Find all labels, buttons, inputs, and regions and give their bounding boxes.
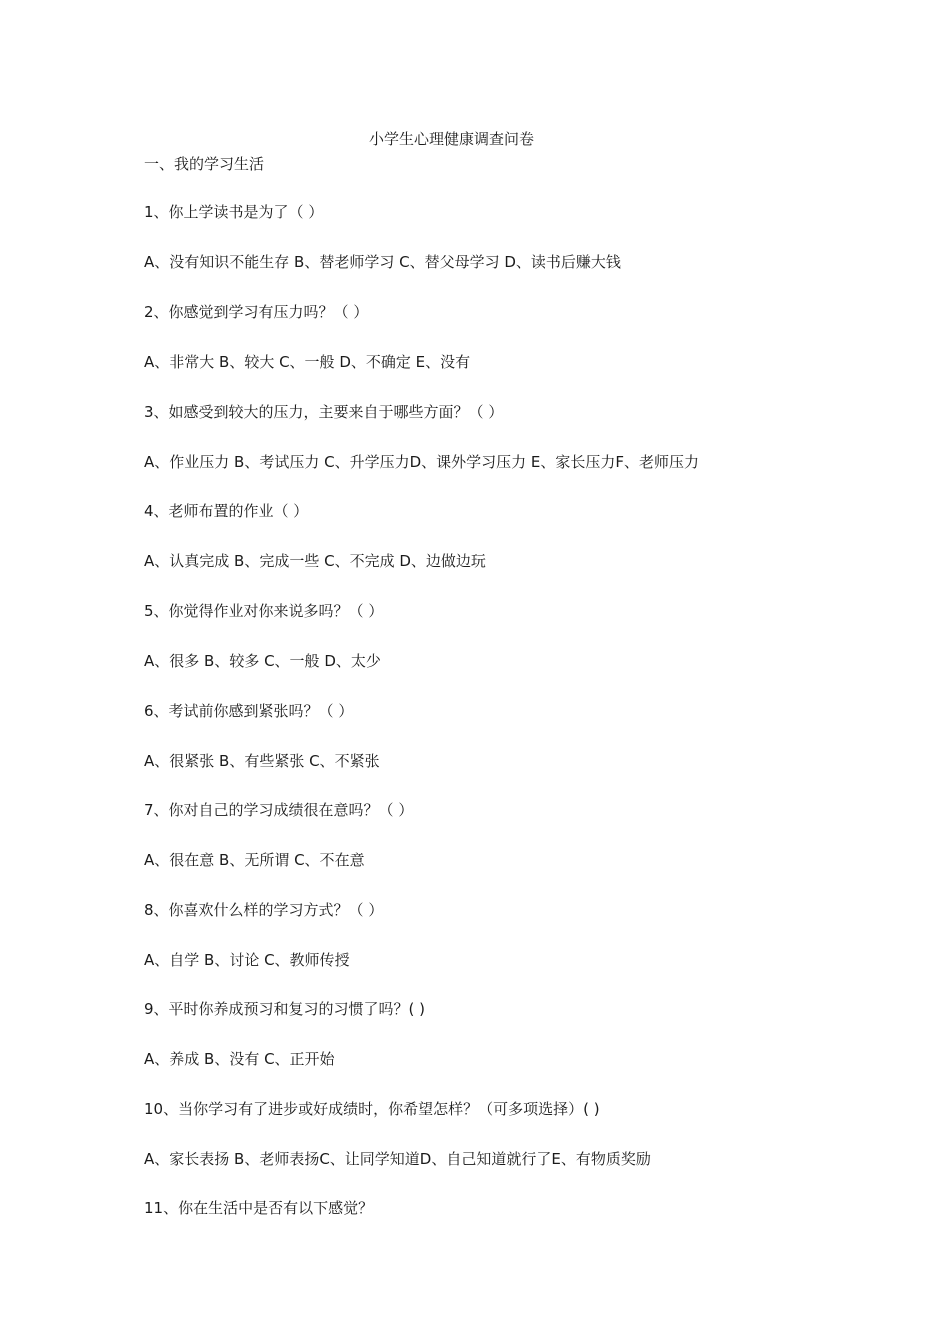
question-3: 3、如感受到较大的压力，主要来自于哪些方面？（ ） — [144, 403, 504, 421]
question-3-options: A、作业压力 B、考试压力 C、升学压力D、课外学习压力 E、家长压力F、老师压力 — [144, 453, 699, 471]
question-5-options: A、很多 B、较多 C、一般 D、太少 — [144, 652, 381, 670]
question-9-options: A、养成 B、没有 C、正开始 — [144, 1050, 335, 1068]
question-10: 10、当你学习有了进步或好成绩时，你希望怎样？（可多项选择）( ) — [144, 1100, 600, 1118]
question-6-options: A、很紧张 B、有些紧张 C、不紧张 — [144, 752, 380, 770]
question-4-options: A、认真完成 B、完成一些 C、不完成 D、边做边玩 — [144, 552, 486, 570]
question-7-options: A、很在意 B、无所谓 C、不在意 — [144, 851, 365, 869]
question-4: 4、老师布置的作业（ ） — [144, 502, 309, 520]
question-1-options: A、没有知识不能生存 B、替老师学习 C、替父母学习 D、读书后赚大钱 — [144, 253, 621, 271]
document-title: 小学生心理健康调查问卷 — [368, 130, 534, 148]
question-2-options: A、非常大 B、较大 C、一般 D、不确定 E、没有 — [144, 353, 471, 371]
question-11: 11、你在生活中是否有以下感觉？ — [144, 1199, 374, 1217]
question-8: 8、你喜欢什么样的学习方式？（ ） — [144, 901, 384, 919]
question-6: 6、考试前你感到紧张吗？（ ） — [144, 702, 354, 720]
section-heading: 一、我的学习生活 — [144, 155, 265, 173]
question-5: 5、你觉得作业对你来说多吗？（ ） — [144, 602, 384, 620]
question-1: 1、你上学读书是为了（ ） — [144, 203, 324, 221]
question-10-options: A、家长表扬 B、老师表扬C、让同学知道D、自己知道就行了E、有物质奖励 — [144, 1150, 651, 1168]
question-7: 7、你对自己的学习成绩很在意吗？（ ） — [144, 801, 414, 819]
question-2: 2、你感觉到学习有压力吗？（ ） — [144, 303, 369, 321]
question-9: 9、平时你养成预习和复习的习惯了吗？( ) — [144, 1000, 426, 1018]
question-8-options: A、自学 B、讨论 C、教师传授 — [144, 951, 350, 969]
